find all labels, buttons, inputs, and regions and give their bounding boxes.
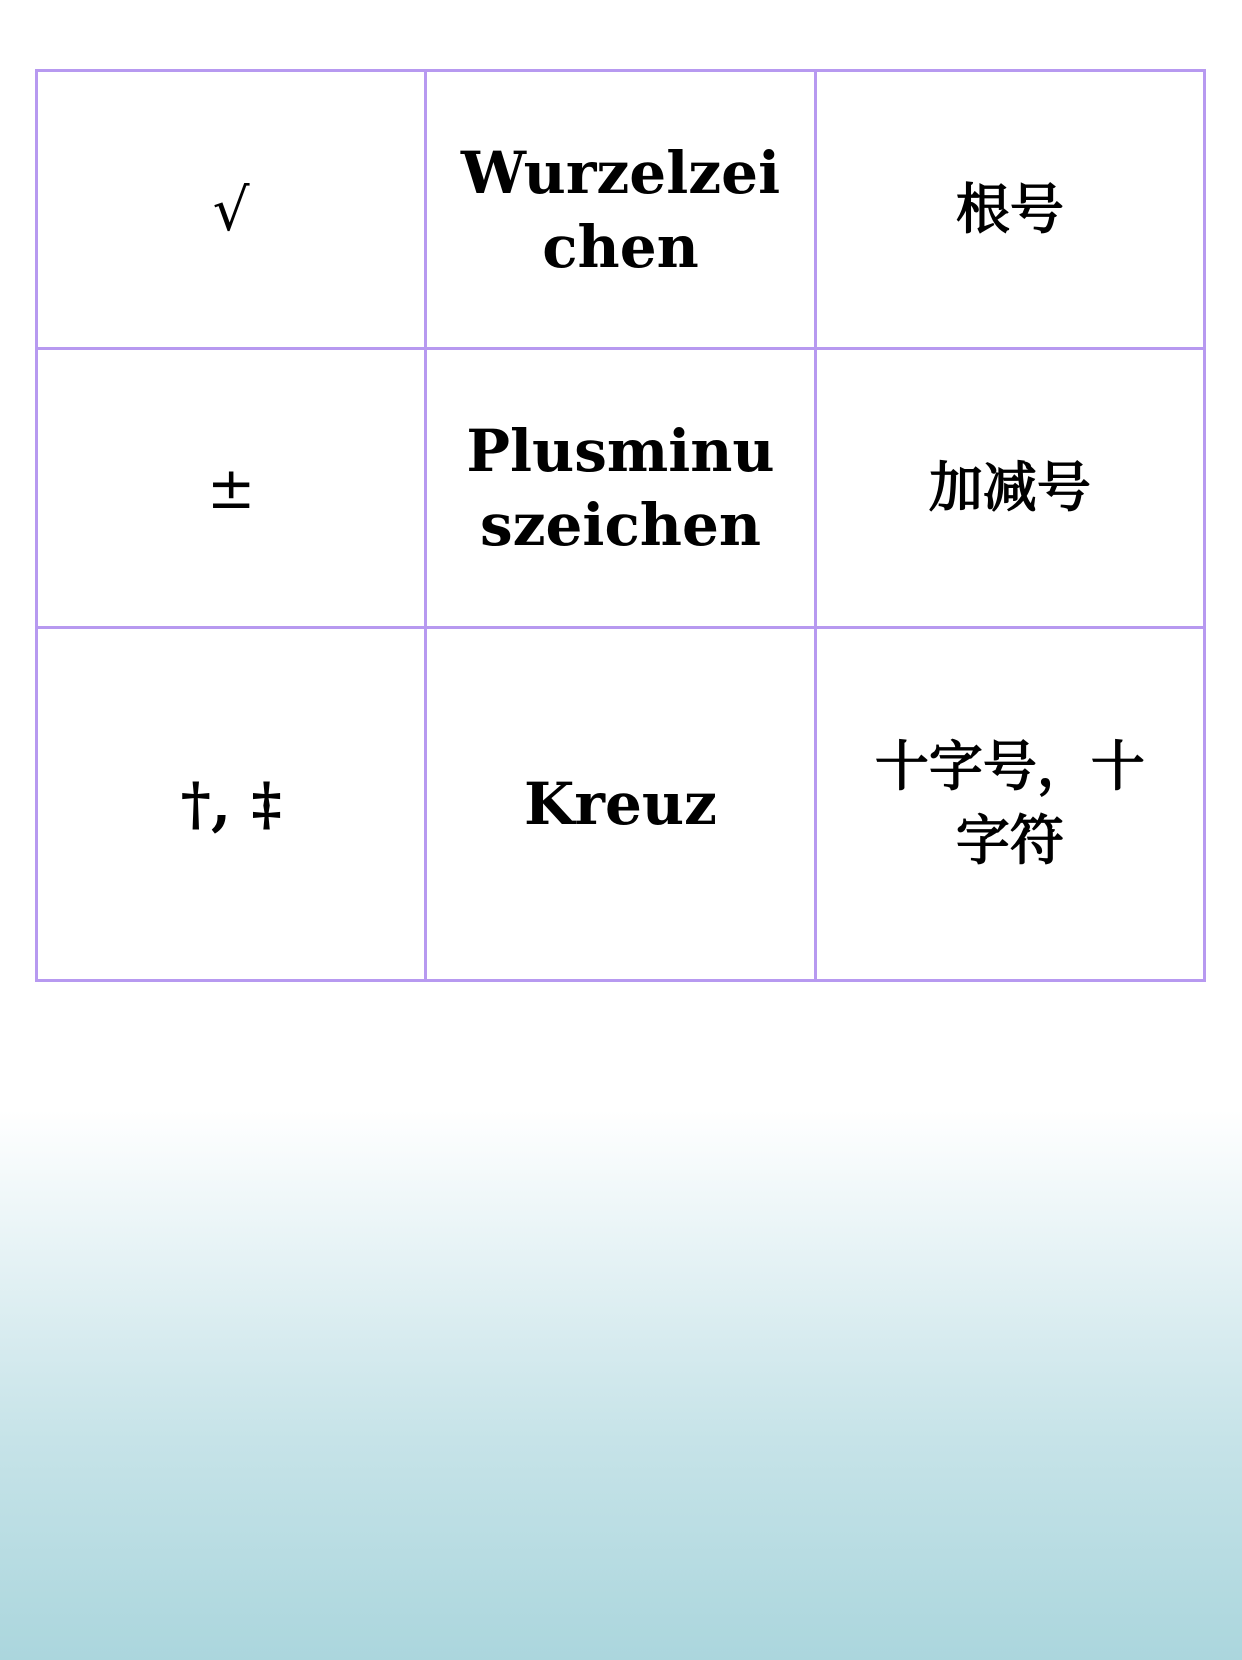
table-row bbox=[37, 628, 1205, 981]
german-term-cell: Wurzelzeichen bbox=[426, 71, 815, 349]
symbol-table bbox=[35, 69, 1206, 982]
symbol-cell: †, ‡ bbox=[37, 628, 426, 981]
symbol-table-body bbox=[37, 71, 1205, 981]
symbol-cell: ± bbox=[37, 349, 426, 628]
table-row bbox=[37, 349, 1205, 628]
table-row bbox=[37, 71, 1205, 349]
chinese-term-cell: 加减号 bbox=[815, 349, 1204, 628]
chinese-term-cell: 根号 bbox=[815, 71, 1204, 349]
chinese-term-cell: 十字号，十字符 bbox=[815, 628, 1204, 981]
german-term-cell: Plusminuszeichen bbox=[426, 349, 815, 628]
symbol-cell: √ bbox=[37, 71, 426, 349]
german-term-cell: Kreuz bbox=[426, 628, 815, 981]
